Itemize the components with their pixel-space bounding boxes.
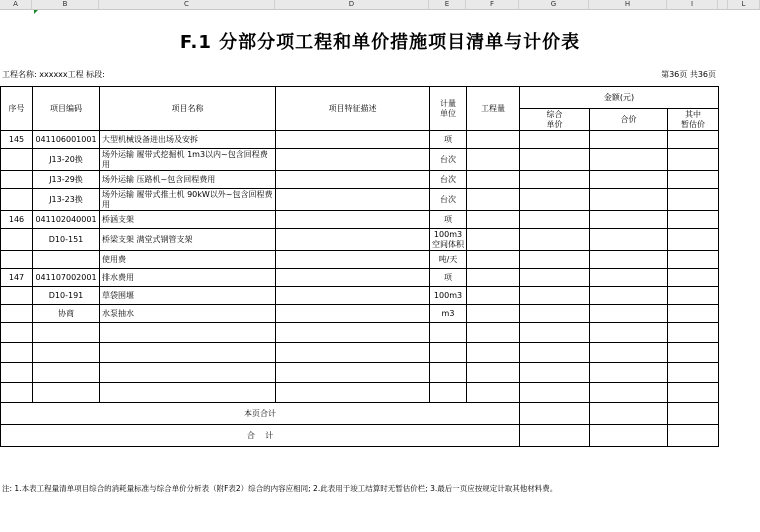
table-row[interactable] <box>1 269 719 287</box>
table-row[interactable] <box>1 343 719 363</box>
row-estimate[interactable] <box>668 131 719 149</box>
row-desc[interactable] <box>276 305 430 323</box>
row-seq[interactable] <box>1 189 33 211</box>
project-name-label: 工程名称: xxxxxx工程 标段: <box>2 70 105 79</box>
row-name[interactable]: 场外运输 履带式挖掘机 1m3以内~包含回程费用 <box>100 149 276 171</box>
row-unit[interactable]: 吨/天 <box>430 251 467 269</box>
header-unit-price[interactable]: 综合 单价 <box>520 109 590 131</box>
table-row[interactable] <box>1 229 719 251</box>
column-header-h[interactable]: H <box>589 0 667 9</box>
row-total[interactable] <box>590 171 668 189</box>
column-header-b[interactable]: B <box>32 0 99 9</box>
row-estimate[interactable] <box>668 383 719 403</box>
subtotal-total[interactable] <box>590 403 668 425</box>
row-qty[interactable] <box>467 305 520 323</box>
row-total[interactable] <box>590 269 668 287</box>
row-unit-price[interactable] <box>520 383 590 403</box>
header-desc[interactable]: 项目特征描述 <box>276 87 430 131</box>
row-unit-price[interactable] <box>520 305 590 323</box>
row-name[interactable] <box>100 343 276 363</box>
row-desc[interactable] <box>276 229 430 251</box>
row-code[interactable] <box>33 343 100 363</box>
row-seq[interactable]: 147 <box>1 269 33 287</box>
row-seq[interactable] <box>1 287 33 305</box>
row-estimate[interactable] <box>668 189 719 211</box>
row-estimate[interactable] <box>668 211 719 229</box>
row-unit-price[interactable] <box>520 149 590 171</box>
row-unit-price[interactable] <box>520 323 590 343</box>
row-code[interactable]: D10-191 <box>33 287 100 305</box>
header-total[interactable]: 合价 <box>590 109 668 131</box>
column-header-e[interactable]: E <box>429 0 466 9</box>
comment-indicator <box>34 10 38 14</box>
row-qty[interactable] <box>467 171 520 189</box>
row-total[interactable] <box>590 189 668 211</box>
grand-total-unit-price[interactable] <box>520 425 590 447</box>
row-code[interactable] <box>33 323 100 343</box>
row-seq[interactable] <box>1 343 33 363</box>
column-header-l[interactable]: L <box>728 0 760 9</box>
row-estimate[interactable] <box>668 149 719 171</box>
row-qty[interactable] <box>467 149 520 171</box>
row-unit-price[interactable] <box>520 171 590 189</box>
row-code[interactable]: 041102040001 <box>33 211 100 229</box>
row-unit-price[interactable] <box>520 131 590 149</box>
row-unit[interactable]: 台次 <box>430 171 467 189</box>
row-estimate[interactable] <box>668 171 719 189</box>
header-estimate[interactable]: 其中 暂估价 <box>668 109 719 131</box>
row-total[interactable] <box>590 305 668 323</box>
row-qty[interactable] <box>467 363 520 383</box>
row-estimate[interactable] <box>668 305 719 323</box>
row-seq[interactable] <box>1 171 33 189</box>
row-name[interactable] <box>100 363 276 383</box>
table-row[interactable] <box>1 211 719 229</box>
row-code[interactable]: J13-29换 <box>33 171 100 189</box>
row-seq[interactable] <box>1 251 33 269</box>
table-row[interactable] <box>1 149 719 171</box>
row-qty[interactable] <box>467 323 520 343</box>
row-qty[interactable] <box>467 131 520 149</box>
row-seq[interactable] <box>1 363 33 383</box>
row-total[interactable] <box>590 287 668 305</box>
row-qty[interactable] <box>467 269 520 287</box>
row-unit-price[interactable] <box>520 363 590 383</box>
row-name[interactable]: 水泵抽水 <box>100 305 276 323</box>
column-header-g[interactable]: G <box>519 0 589 9</box>
row-qty[interactable] <box>467 343 520 363</box>
row-qty[interactable] <box>467 189 520 211</box>
row-seq[interactable]: 146 <box>1 211 33 229</box>
row-desc[interactable] <box>276 211 430 229</box>
row-unit-price[interactable] <box>520 269 590 287</box>
row-desc[interactable] <box>276 149 430 171</box>
header-amount[interactable]: 金额(元) <box>520 87 719 109</box>
row-estimate[interactable] <box>668 269 719 287</box>
row-name[interactable]: 大型机械设备进出场及安拆 <box>100 131 276 149</box>
row-estimate[interactable] <box>668 251 719 269</box>
row-seq[interactable] <box>1 305 33 323</box>
row-unit-price[interactable] <box>520 251 590 269</box>
row-desc[interactable] <box>276 383 430 403</box>
row-seq[interactable] <box>1 323 33 343</box>
row-unit-price[interactable] <box>520 211 590 229</box>
row-qty[interactable] <box>467 383 520 403</box>
row-total[interactable] <box>590 131 668 149</box>
row-code[interactable]: D10-151 <box>33 229 100 251</box>
row-name[interactable]: 排水费用 <box>100 269 276 287</box>
row-unit[interactable]: 项 <box>430 131 467 149</box>
column-header-a[interactable]: A <box>0 0 32 9</box>
row-estimate[interactable] <box>668 287 719 305</box>
grand-total-label[interactable]: 合 计 <box>1 425 520 447</box>
row-desc[interactable] <box>276 287 430 305</box>
column-header-f[interactable]: F <box>466 0 519 9</box>
row-unit[interactable] <box>430 323 467 343</box>
row-name[interactable] <box>100 323 276 343</box>
row-name[interactable]: 使用费 <box>100 251 276 269</box>
row-desc[interactable] <box>276 189 430 211</box>
row-qty[interactable] <box>467 211 520 229</box>
row-total[interactable] <box>590 343 668 363</box>
row-unit-price[interactable] <box>520 189 590 211</box>
row-code[interactable]: J13-23换 <box>33 189 100 211</box>
table-row[interactable] <box>1 305 719 323</box>
row-unit[interactable]: m3 <box>430 305 467 323</box>
row-unit-price[interactable] <box>520 229 590 251</box>
row-unit-price[interactable] <box>520 287 590 305</box>
row-unit[interactable]: 台次 <box>430 149 467 171</box>
page-title: F.1 分部分项工程和单价措施项目清单与计价表 <box>179 32 581 53</box>
row-total[interactable] <box>590 383 668 403</box>
footer-note: 注: 1.本表工程量清单项目综合的消耗量标准与综合单价分析表（附F表2）综合的内容应相同; 2.此表用于竣工结算时无暂估价栏; 3.最后一页应按规定计取其他材料费。 <box>2 484 558 493</box>
row-unit[interactable] <box>430 383 467 403</box>
row-code[interactable] <box>33 363 100 383</box>
row-unit[interactable]: 台次 <box>430 189 467 211</box>
column-header-d[interactable]: D <box>275 0 429 9</box>
row-code[interactable]: 协商 <box>33 305 100 323</box>
row-total[interactable] <box>590 229 668 251</box>
table-row[interactable] <box>1 287 719 305</box>
table-row[interactable] <box>1 131 719 149</box>
row-seq[interactable]: 145 <box>1 131 33 149</box>
row-total[interactable] <box>590 211 668 229</box>
column-header-i[interactable]: I <box>667 0 718 9</box>
row-desc[interactable] <box>276 171 430 189</box>
row-unit[interactable] <box>430 363 467 383</box>
subtotal-label[interactable]: 本页合计 <box>1 403 520 425</box>
column-header-c[interactable]: C <box>99 0 275 9</box>
row-unit[interactable]: 项 <box>430 269 467 287</box>
row-name[interactable]: 草袋围堰 <box>100 287 276 305</box>
table-row[interactable] <box>1 323 719 343</box>
row-desc[interactable] <box>276 251 430 269</box>
grand-total-total[interactable] <box>590 425 668 447</box>
row-desc[interactable] <box>276 131 430 149</box>
row-code[interactable]: 041106001001 <box>33 131 100 149</box>
row-code[interactable] <box>33 383 100 403</box>
row-estimate[interactable] <box>668 323 719 343</box>
row-unit[interactable]: 100m3 <box>430 287 467 305</box>
subtotal-estimate[interactable] <box>668 403 719 425</box>
row-name[interactable] <box>100 383 276 403</box>
row-name[interactable]: 桥涵支架 <box>100 211 276 229</box>
row-seq[interactable] <box>1 229 33 251</box>
row-desc[interactable] <box>276 269 430 287</box>
row-total[interactable] <box>590 251 668 269</box>
column-header-bar <box>0 0 760 10</box>
table-row[interactable] <box>1 363 719 383</box>
grand-total-estimate[interactable] <box>668 425 719 447</box>
row-unit[interactable]: 项 <box>430 211 467 229</box>
row-code[interactable]: J13-20换 <box>33 149 100 171</box>
row-code[interactable]: 041107002001 <box>33 269 100 287</box>
row-desc[interactable] <box>276 323 430 343</box>
row-qty[interactable] <box>467 229 520 251</box>
table-row[interactable] <box>1 383 719 403</box>
page-info: 第36页 共36页 <box>661 70 716 79</box>
row-name[interactable]: 桥梁支架 满堂式钢管支架 <box>100 229 276 251</box>
row-seq[interactable] <box>1 383 33 403</box>
row-name[interactable]: 场外运输 履带式推土机 90kW以外~包含回程费用 <box>100 189 276 211</box>
row-seq[interactable] <box>1 149 33 171</box>
row-desc[interactable] <box>276 363 430 383</box>
row-estimate[interactable] <box>668 363 719 383</box>
pricing-table <box>0 86 719 447</box>
row-unit-price[interactable] <box>520 343 590 363</box>
row-unit[interactable]: 100m3空间体积 <box>430 229 467 251</box>
row-code[interactable] <box>33 251 100 269</box>
row-qty[interactable] <box>467 287 520 305</box>
row-qty[interactable] <box>467 251 520 269</box>
header-seq[interactable]: 序号 <box>1 87 33 131</box>
row-estimate[interactable] <box>668 343 719 363</box>
row-desc[interactable] <box>276 343 430 363</box>
row-estimate[interactable] <box>668 229 719 251</box>
table-row[interactable] <box>1 189 719 211</box>
table-row[interactable] <box>1 171 719 189</box>
row-total[interactable] <box>590 323 668 343</box>
header-name[interactable]: 项目名称 <box>100 87 276 131</box>
header-code[interactable]: 项目编码 <box>33 87 100 131</box>
subtotal-unit-price[interactable] <box>520 403 590 425</box>
header-qty[interactable]: 工程量 <box>467 87 520 131</box>
table-row[interactable] <box>1 251 719 269</box>
column-header-hidden-marker[interactable] <box>718 0 728 9</box>
row-total[interactable] <box>590 363 668 383</box>
header-unit[interactable]: 计量 单位 <box>430 87 467 131</box>
row-total[interactable] <box>590 149 668 171</box>
row-name[interactable]: 场外运输 压路机~包含回程费用 <box>100 171 276 189</box>
row-unit[interactable] <box>430 343 467 363</box>
